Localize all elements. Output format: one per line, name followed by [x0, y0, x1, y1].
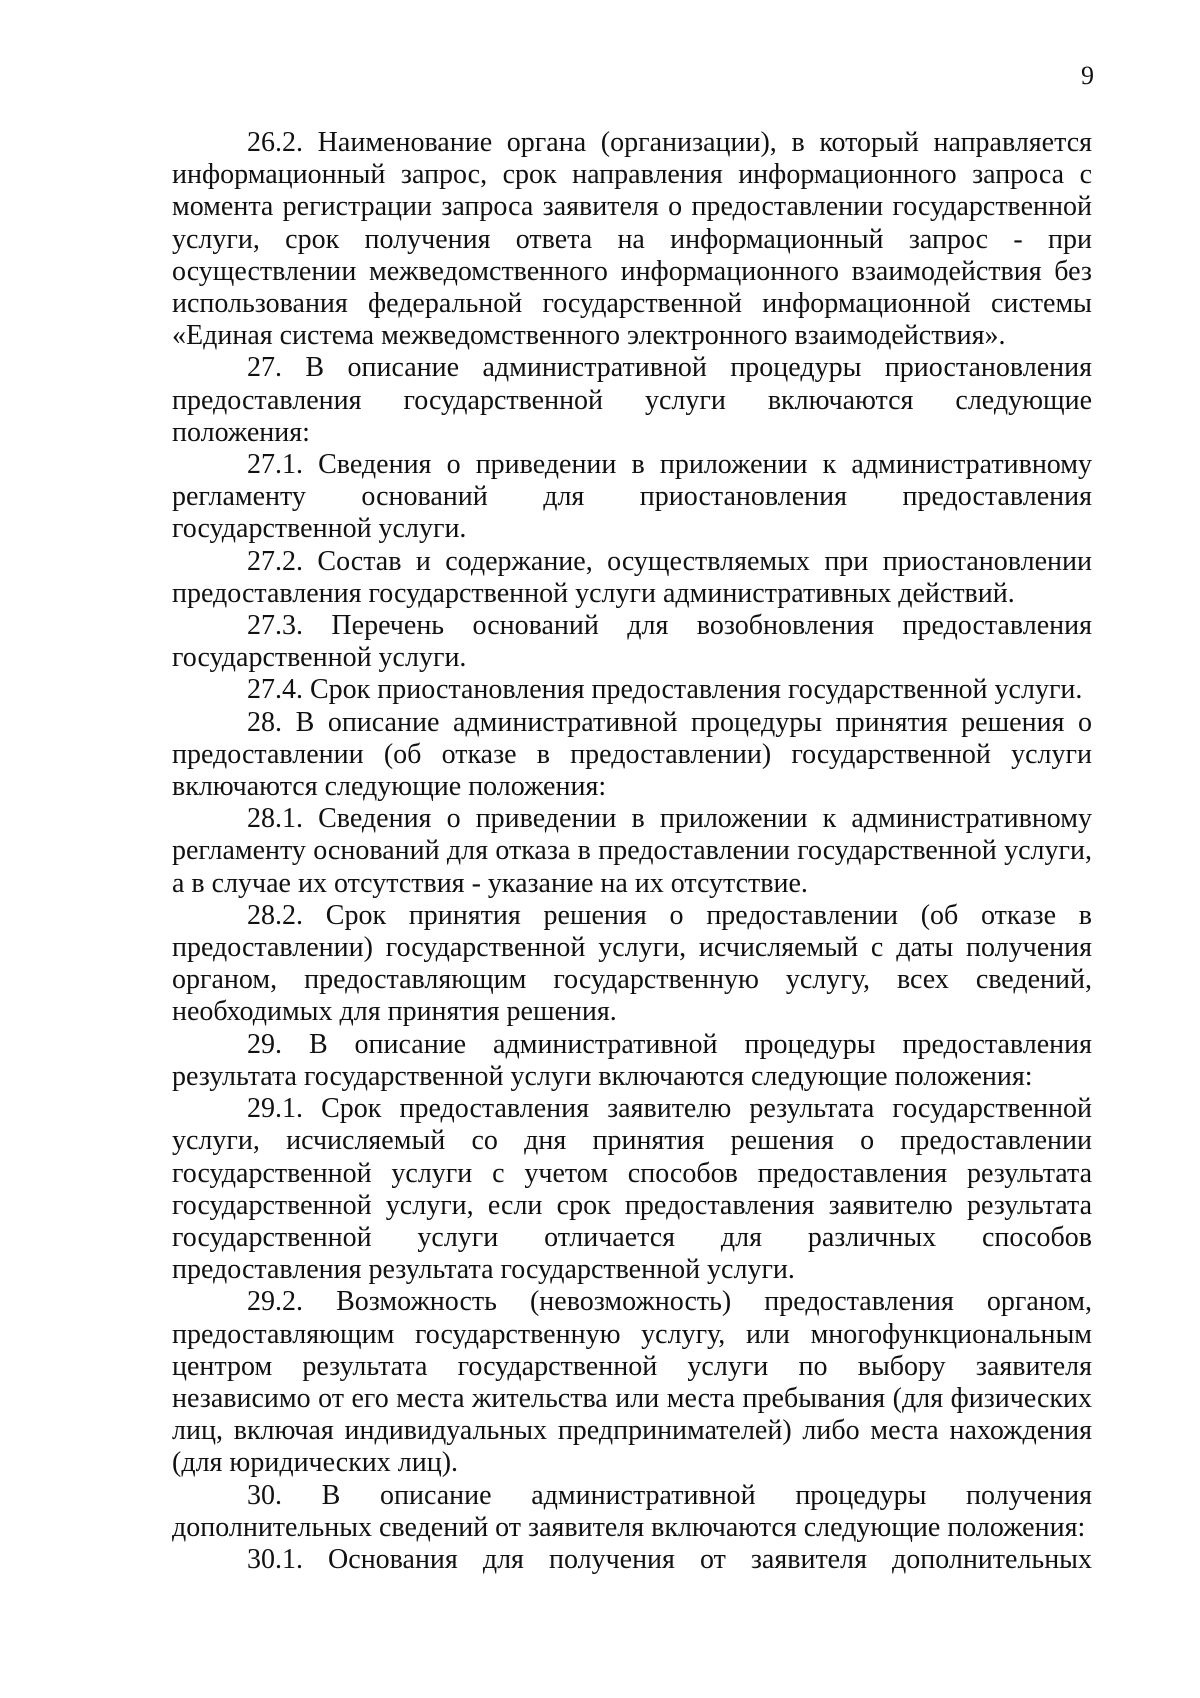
- paragraph-27-3: 27.3. Перечень оснований для возобновления предоставления государственной услуги.: [172, 610, 1092, 674]
- paragraph-28-1: 28.1. Сведения о приведении в приложении к административному регламенту оснований для отказа в предоставлении государственной услуги, а в случае их отсутствия - указание на их отсутствие.: [172, 803, 1092, 899]
- paragraph-29-1: 29.1. Срок предоставления заявителю результата государственной услуги, исчисляемый со дня принятия решения о предоставлении государственной услуги с учетом способов предоставления результата государственной услуги, если срок предоставления заявителю результата государственной услуги отличается для различных способов предоставления результата государственной услуги.: [172, 1093, 1092, 1286]
- paragraph-27-2: 27.2. Состав и содержание, осуществляемых при приостановлении предоставления государственной услуги административных действий.: [172, 545, 1092, 609]
- paragraph-28-2: 28.2. Срок принятия решения о предоставлении (об отказе в предоставлении) государственной услуги, исчисляемый с даты получения органом, предоставляющим государственную услугу, всех сведений, необходимых для принятия решения.: [172, 899, 1092, 1028]
- paragraph-29: 29. В описание административной процедуры предоставления результата государственной услуги включаются следующие положения:: [172, 1028, 1092, 1092]
- document-body: [172, 127, 1092, 1576]
- paragraph-30-1: 30.1. Основания для получения от заявителя дополнительных: [247, 1543, 1092, 1575]
- paragraph-27-4: 27.4. Срок приостановления предоставления государственной услуги.: [247, 674, 1083, 706]
- paragraph-27-1: 27.1. Сведения о приведении в приложении к административному регламенту оснований для приостановления предоставления государственной услуги.: [172, 449, 1092, 545]
- paragraph-27: 27. В описание административной процедуры приостановления предоставления государственной услуги включаются следующие положения:: [172, 352, 1092, 448]
- paragraph-26-2: 26.2. Наименование органа (организации), в который направляется информационный запрос, срок направления информационного запроса с момента регистрации запроса заявителя о предоставлении государственной услуги, срок получения ответа на информационный запрос - при осуществлении межведомственного информационного взаимодействия без использования федеральной государственной информационной системы «Единая система межведомственного электронного взаимодействия».: [172, 127, 1092, 352]
- paragraph-29-2: 29.2. Возможность (невозможность) предоставления органом, предоставляющим государственную услугу, или многофункциональным центром результата государственной услуги по выбору заявителя независимо от его места жительства или места пребывания (для физических лиц, включая индивидуальных предпринимателей) либо места нахождения (для юридических лиц).: [172, 1286, 1092, 1479]
- paragraph-28: 28. В описание административной процедуры принятия решения о предоставлении (об отказе в предоставлении) государственной услуги включаются следующие положения:: [172, 706, 1092, 803]
- paragraph-30: 30. В описание административной процедуры получения дополнительных сведений от заявителя включаются следующие положения:: [172, 1479, 1092, 1543]
- page-number: 9: [1081, 61, 1094, 90]
